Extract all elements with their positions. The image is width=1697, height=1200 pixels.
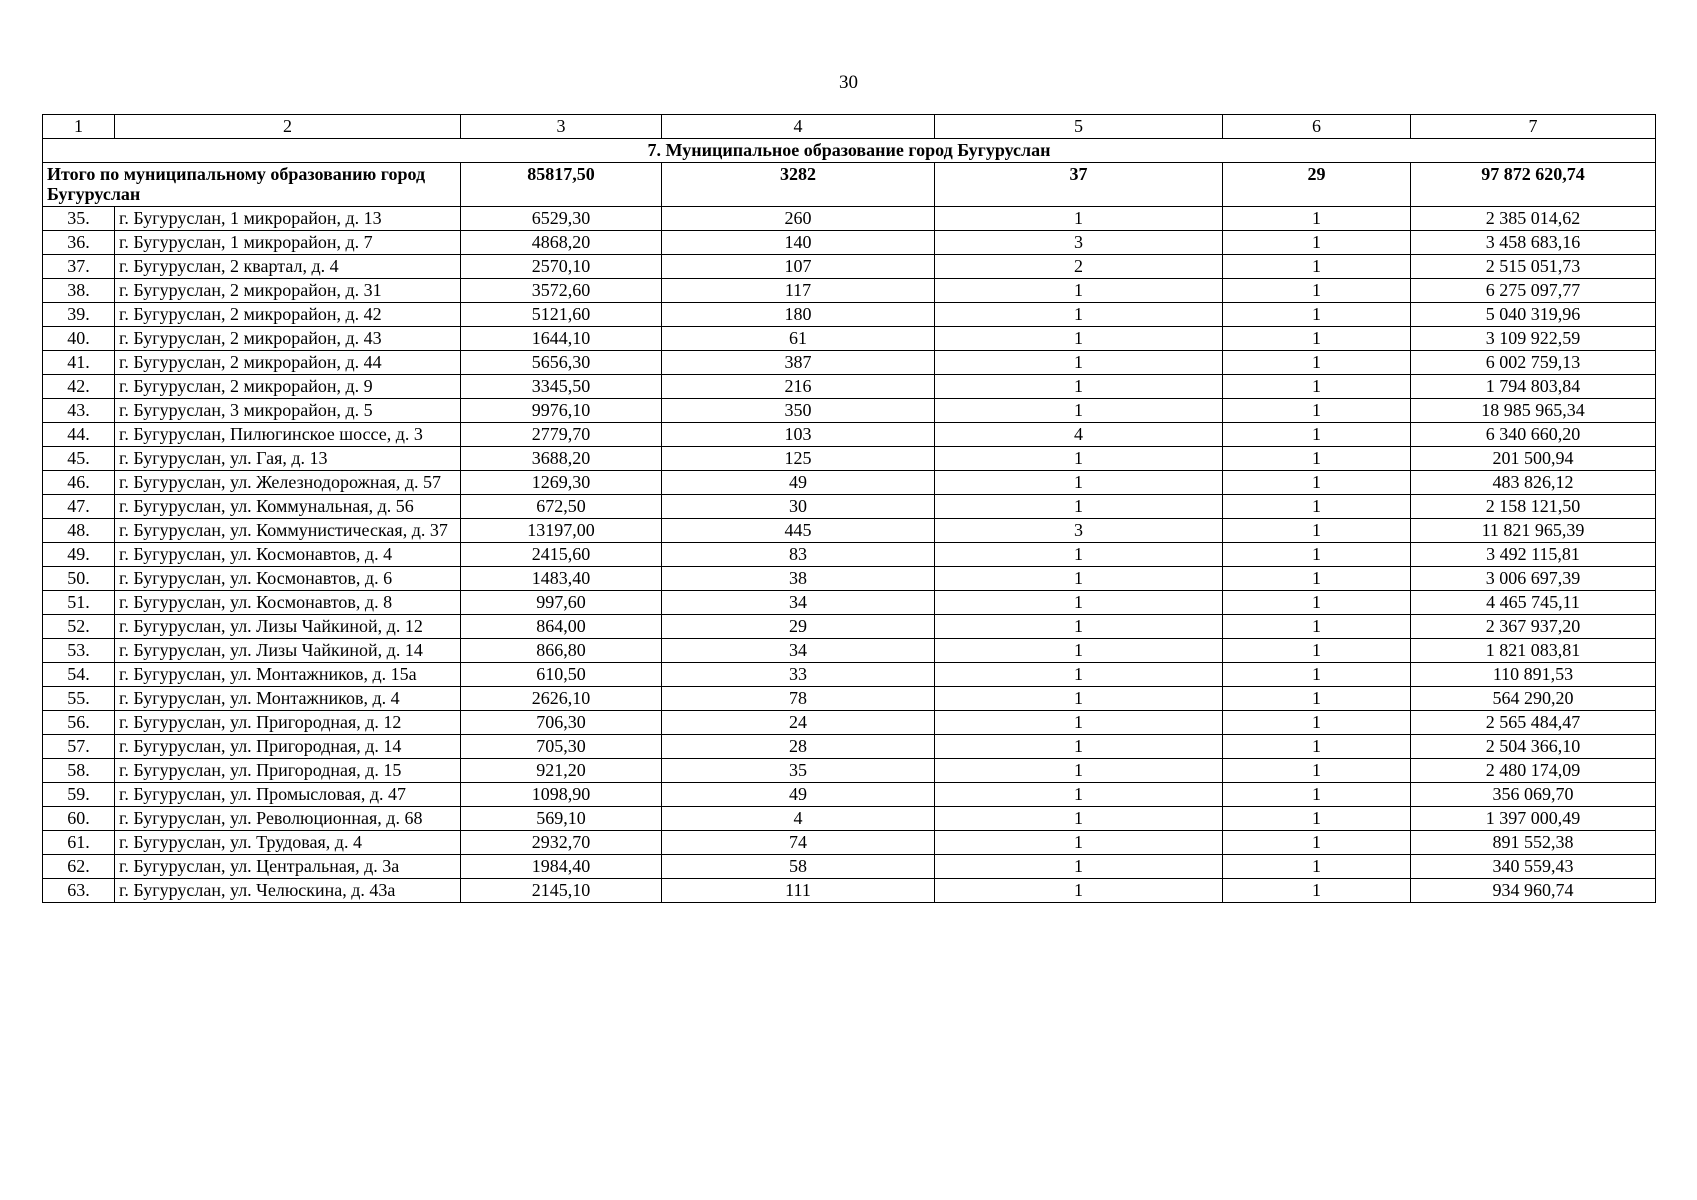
- row-residents: 49: [662, 471, 935, 495]
- row-residents: 61: [662, 327, 935, 351]
- row-amount: 483 826,12: [1411, 471, 1656, 495]
- row-col5: 1: [935, 375, 1223, 399]
- row-col6: 1: [1223, 615, 1411, 639]
- row-col5: 3: [935, 231, 1223, 255]
- row-col6: 1: [1223, 495, 1411, 519]
- row-area: 9976,10: [461, 399, 662, 423]
- row-area: 997,60: [461, 591, 662, 615]
- row-col6: 1: [1223, 639, 1411, 663]
- row-amount: 201 500,94: [1411, 447, 1656, 471]
- row-area: 569,10: [461, 807, 662, 831]
- row-col6: 1: [1223, 231, 1411, 255]
- table-row: [43, 519, 1656, 543]
- row-number: 39.: [43, 303, 115, 327]
- table-row: [43, 759, 1656, 783]
- table-row: [43, 567, 1656, 591]
- row-amount: 110 891,53: [1411, 663, 1656, 687]
- row-address: г. Бугуруслан, ул. Лизы Чайкиной, д. 12: [115, 615, 461, 639]
- column-header: 1: [43, 115, 115, 139]
- row-area: 864,00: [461, 615, 662, 639]
- row-residents: 34: [662, 639, 935, 663]
- table-row: [43, 207, 1656, 231]
- row-amount: 2 385 014,62: [1411, 207, 1656, 231]
- row-number: 41.: [43, 351, 115, 375]
- row-col5: 1: [935, 279, 1223, 303]
- table-row: [43, 279, 1656, 303]
- row-number: 49.: [43, 543, 115, 567]
- row-col5: 1: [935, 687, 1223, 711]
- row-col6: 1: [1223, 303, 1411, 327]
- row-amount: 11 821 965,39: [1411, 519, 1656, 543]
- row-address: г. Бугуруслан, ул. Монтажников, д. 15а: [115, 663, 461, 687]
- row-area: 3345,50: [461, 375, 662, 399]
- row-residents: 111: [662, 879, 935, 903]
- row-area: 2570,10: [461, 255, 662, 279]
- row-residents: 78: [662, 687, 935, 711]
- row-amount: 18 985 965,34: [1411, 399, 1656, 423]
- row-col6: 1: [1223, 471, 1411, 495]
- row-col6: 1: [1223, 255, 1411, 279]
- row-amount: 6 275 097,77: [1411, 279, 1656, 303]
- row-col6: 1: [1223, 807, 1411, 831]
- page-number: 30: [839, 72, 858, 93]
- row-col6: 1: [1223, 831, 1411, 855]
- row-col5: 1: [935, 543, 1223, 567]
- table-row: [43, 255, 1656, 279]
- row-residents: 387: [662, 351, 935, 375]
- column-number-row: [43, 115, 1656, 139]
- row-number: 43.: [43, 399, 115, 423]
- row-col6: 1: [1223, 375, 1411, 399]
- table-row: [43, 375, 1656, 399]
- column-header: 3: [461, 115, 662, 139]
- row-area: 610,50: [461, 663, 662, 687]
- section-title: 7. Муниципальное образование город Бугуруслан: [43, 139, 1656, 163]
- row-amount: 2 480 174,09: [1411, 759, 1656, 783]
- row-area: 3688,20: [461, 447, 662, 471]
- row-col6: 1: [1223, 663, 1411, 687]
- row-number: 58.: [43, 759, 115, 783]
- table-row: [43, 711, 1656, 735]
- row-amount: 4 465 745,11: [1411, 591, 1656, 615]
- table-row: [43, 327, 1656, 351]
- row-residents: 29: [662, 615, 935, 639]
- table-row: [43, 447, 1656, 471]
- table-row: [43, 591, 1656, 615]
- row-residents: 216: [662, 375, 935, 399]
- row-area: 13197,00: [461, 519, 662, 543]
- row-residents: 28: [662, 735, 935, 759]
- row-residents: 49: [662, 783, 935, 807]
- row-area: 1269,30: [461, 471, 662, 495]
- column-header: 4: [662, 115, 935, 139]
- row-number: 55.: [43, 687, 115, 711]
- row-amount: 934 960,74: [1411, 879, 1656, 903]
- row-col5: 1: [935, 615, 1223, 639]
- row-address: г. Бугуруслан, ул. Космонавтов, д. 4: [115, 543, 461, 567]
- row-col5: 1: [935, 735, 1223, 759]
- row-area: 6529,30: [461, 207, 662, 231]
- row-residents: 38: [662, 567, 935, 591]
- data-table: [42, 114, 1656, 903]
- row-col5: 1: [935, 207, 1223, 231]
- row-number: 51.: [43, 591, 115, 615]
- row-address: г. Бугуруслан, ул. Революционная, д. 68: [115, 807, 461, 831]
- row-col6: 1: [1223, 351, 1411, 375]
- row-number: 46.: [43, 471, 115, 495]
- row-number: 53.: [43, 639, 115, 663]
- row-col6: 1: [1223, 279, 1411, 303]
- row-col6: 1: [1223, 855, 1411, 879]
- row-address: г. Бугуруслан, 2 микрорайон, д. 43: [115, 327, 461, 351]
- table-row: [43, 879, 1656, 903]
- total-col5: 37: [935, 163, 1223, 207]
- row-residents: 34: [662, 591, 935, 615]
- row-address: г. Бугуруслан, ул. Центральная, д. 3а: [115, 855, 461, 879]
- table-row: [43, 399, 1656, 423]
- row-col5: 1: [935, 711, 1223, 735]
- row-residents: 180: [662, 303, 935, 327]
- row-amount: 891 552,38: [1411, 831, 1656, 855]
- table-row: [43, 423, 1656, 447]
- row-amount: 2 158 121,50: [1411, 495, 1656, 519]
- row-number: 37.: [43, 255, 115, 279]
- row-residents: 83: [662, 543, 935, 567]
- row-area: 1098,90: [461, 783, 662, 807]
- column-header: 7: [1411, 115, 1656, 139]
- row-col5: 1: [935, 567, 1223, 591]
- row-col5: 1: [935, 471, 1223, 495]
- row-area: 4868,20: [461, 231, 662, 255]
- row-address: г. Бугуруслан, 2 квартал, д. 4: [115, 255, 461, 279]
- row-residents: 107: [662, 255, 935, 279]
- row-amount: 3 492 115,81: [1411, 543, 1656, 567]
- total-residents: 3282: [662, 163, 935, 207]
- row-area: 866,80: [461, 639, 662, 663]
- row-number: 45.: [43, 447, 115, 471]
- row-col5: 1: [935, 879, 1223, 903]
- row-amount: 1 794 803,84: [1411, 375, 1656, 399]
- row-residents: 445: [662, 519, 935, 543]
- row-amount: 3 458 683,16: [1411, 231, 1656, 255]
- row-col6: 1: [1223, 327, 1411, 351]
- row-amount: 564 290,20: [1411, 687, 1656, 711]
- row-col6: 1: [1223, 783, 1411, 807]
- row-address: г. Бугуруслан, ул. Гая, д. 13: [115, 447, 461, 471]
- row-residents: 58: [662, 855, 935, 879]
- row-col6: 1: [1223, 591, 1411, 615]
- row-col5: 4: [935, 423, 1223, 447]
- row-area: 1984,40: [461, 855, 662, 879]
- section-row: [43, 139, 1656, 163]
- row-number: 42.: [43, 375, 115, 399]
- row-address: г. Бугуруслан, ул. Коммунальная, д. 56: [115, 495, 461, 519]
- row-number: 48.: [43, 519, 115, 543]
- table-row: [43, 543, 1656, 567]
- row-number: 56.: [43, 711, 115, 735]
- row-amount: 340 559,43: [1411, 855, 1656, 879]
- row-address: г. Бугуруслан, 1 микрорайон, д. 13: [115, 207, 461, 231]
- table-row: [43, 807, 1656, 831]
- row-col6: 1: [1223, 207, 1411, 231]
- row-col6: 1: [1223, 687, 1411, 711]
- row-address: г. Бугуруслан, ул. Космонавтов, д. 6: [115, 567, 461, 591]
- row-col6: 1: [1223, 711, 1411, 735]
- row-address: г. Бугуруслан, ул. Железнодорожная, д. 57: [115, 471, 461, 495]
- row-number: 57.: [43, 735, 115, 759]
- row-area: 3572,60: [461, 279, 662, 303]
- row-col5: 1: [935, 303, 1223, 327]
- row-residents: 4: [662, 807, 935, 831]
- table-row: [43, 495, 1656, 519]
- row-residents: 125: [662, 447, 935, 471]
- row-col6: 1: [1223, 879, 1411, 903]
- row-amount: 6 340 660,20: [1411, 423, 1656, 447]
- row-amount: 2 504 366,10: [1411, 735, 1656, 759]
- column-header: 5: [935, 115, 1223, 139]
- row-residents: 35: [662, 759, 935, 783]
- row-number: 60.: [43, 807, 115, 831]
- row-amount: 5 040 319,96: [1411, 303, 1656, 327]
- row-amount: 2 515 051,73: [1411, 255, 1656, 279]
- row-number: 61.: [43, 831, 115, 855]
- row-area: 2779,70: [461, 423, 662, 447]
- table-row: [43, 231, 1656, 255]
- row-address: г. Бугуруслан, ул. Пригородная, д. 14: [115, 735, 461, 759]
- row-col6: 1: [1223, 399, 1411, 423]
- total-label: Итого по муниципальному образованию город Бугуруслан: [43, 163, 461, 207]
- row-col6: 1: [1223, 423, 1411, 447]
- row-address: г. Бугуруслан, Пилюгинское шоссе, д. 3: [115, 423, 461, 447]
- row-address: г. Бугуруслан, ул. Монтажников, д. 4: [115, 687, 461, 711]
- row-number: 50.: [43, 567, 115, 591]
- table-row: [43, 663, 1656, 687]
- table-row: [43, 351, 1656, 375]
- total-row: [43, 163, 1656, 207]
- row-address: г. Бугуруслан, ул. Пригородная, д. 12: [115, 711, 461, 735]
- row-col6: 1: [1223, 543, 1411, 567]
- row-area: 921,20: [461, 759, 662, 783]
- row-number: 36.: [43, 231, 115, 255]
- row-address: г. Бугуруслан, 2 микрорайон, д. 44: [115, 351, 461, 375]
- row-residents: 24: [662, 711, 935, 735]
- column-header: 6: [1223, 115, 1411, 139]
- row-amount: 2 367 937,20: [1411, 615, 1656, 639]
- row-residents: 74: [662, 831, 935, 855]
- row-col5: 1: [935, 639, 1223, 663]
- row-number: 54.: [43, 663, 115, 687]
- row-residents: 117: [662, 279, 935, 303]
- table-row: [43, 687, 1656, 711]
- row-address: г. Бугуруслан, 2 микрорайон, д. 31: [115, 279, 461, 303]
- table-row: [43, 615, 1656, 639]
- table-row: [43, 303, 1656, 327]
- row-amount: 3 109 922,59: [1411, 327, 1656, 351]
- row-number: 35.: [43, 207, 115, 231]
- row-address: г. Бугуруслан, 2 микрорайон, д. 42: [115, 303, 461, 327]
- row-col5: 1: [935, 663, 1223, 687]
- row-residents: 103: [662, 423, 935, 447]
- row-number: 62.: [43, 855, 115, 879]
- row-address: г. Бугуруслан, ул. Лизы Чайкиной, д. 14: [115, 639, 461, 663]
- row-col5: 1: [935, 327, 1223, 351]
- row-col6: 1: [1223, 735, 1411, 759]
- row-residents: 33: [662, 663, 935, 687]
- row-area: 2932,70: [461, 831, 662, 855]
- row-col6: 1: [1223, 759, 1411, 783]
- row-area: 5656,30: [461, 351, 662, 375]
- column-header: 2: [115, 115, 461, 139]
- table-row: [43, 639, 1656, 663]
- row-area: 706,30: [461, 711, 662, 735]
- row-residents: 350: [662, 399, 935, 423]
- row-col5: 1: [935, 591, 1223, 615]
- row-number: 59.: [43, 783, 115, 807]
- row-area: 1483,40: [461, 567, 662, 591]
- table-row: [43, 855, 1656, 879]
- row-number: 44.: [43, 423, 115, 447]
- row-address: г. Бугуруслан, 1 микрорайон, д. 7: [115, 231, 461, 255]
- row-col5: 1: [935, 783, 1223, 807]
- row-area: 2145,10: [461, 879, 662, 903]
- table-row: [43, 831, 1656, 855]
- row-col5: 1: [935, 495, 1223, 519]
- row-area: 705,30: [461, 735, 662, 759]
- row-address: г. Бугуруслан, ул. Космонавтов, д. 8: [115, 591, 461, 615]
- table-row: [43, 783, 1656, 807]
- table-row: [43, 735, 1656, 759]
- row-col5: 2: [935, 255, 1223, 279]
- row-area: 5121,60: [461, 303, 662, 327]
- row-address: г. Бугуруслан, ул. Челюскина, д. 43а: [115, 879, 461, 903]
- table-row: [43, 471, 1656, 495]
- row-address: г. Бугуруслан, ул. Пригородная, д. 15: [115, 759, 461, 783]
- row-col5: 1: [935, 351, 1223, 375]
- row-col5: 3: [935, 519, 1223, 543]
- total-amount: 97 872 620,74: [1411, 163, 1656, 207]
- row-address: г. Бугуруслан, ул. Коммунистическая, д. 37: [115, 519, 461, 543]
- row-area: 672,50: [461, 495, 662, 519]
- row-col5: 1: [935, 759, 1223, 783]
- row-col5: 1: [935, 399, 1223, 423]
- row-col6: 1: [1223, 519, 1411, 543]
- row-area: 2415,60: [461, 543, 662, 567]
- total-col6: 29: [1223, 163, 1411, 207]
- row-col5: 1: [935, 855, 1223, 879]
- row-area: 2626,10: [461, 687, 662, 711]
- row-amount: 356 069,70: [1411, 783, 1656, 807]
- row-number: 38.: [43, 279, 115, 303]
- row-address: г. Бугуруслан, 2 микрорайон, д. 9: [115, 375, 461, 399]
- total-area: 85817,50: [461, 163, 662, 207]
- row-col6: 1: [1223, 567, 1411, 591]
- row-col5: 1: [935, 831, 1223, 855]
- row-number: 40.: [43, 327, 115, 351]
- row-residents: 30: [662, 495, 935, 519]
- row-col5: 1: [935, 447, 1223, 471]
- row-address: г. Бугуруслан, 3 микрорайон, д. 5: [115, 399, 461, 423]
- row-amount: 2 565 484,47: [1411, 711, 1656, 735]
- row-residents: 260: [662, 207, 935, 231]
- row-amount: 1 397 000,49: [1411, 807, 1656, 831]
- row-col5: 1: [935, 807, 1223, 831]
- row-amount: 3 006 697,39: [1411, 567, 1656, 591]
- row-address: г. Бугуруслан, ул. Промысловая, д. 47: [115, 783, 461, 807]
- row-number: 47.: [43, 495, 115, 519]
- row-amount: 1 821 083,81: [1411, 639, 1656, 663]
- row-number: 52.: [43, 615, 115, 639]
- row-col6: 1: [1223, 447, 1411, 471]
- row-number: 63.: [43, 879, 115, 903]
- row-address: г. Бугуруслан, ул. Трудовая, д. 4: [115, 831, 461, 855]
- row-residents: 140: [662, 231, 935, 255]
- row-amount: 6 002 759,13: [1411, 351, 1656, 375]
- row-area: 1644,10: [461, 327, 662, 351]
